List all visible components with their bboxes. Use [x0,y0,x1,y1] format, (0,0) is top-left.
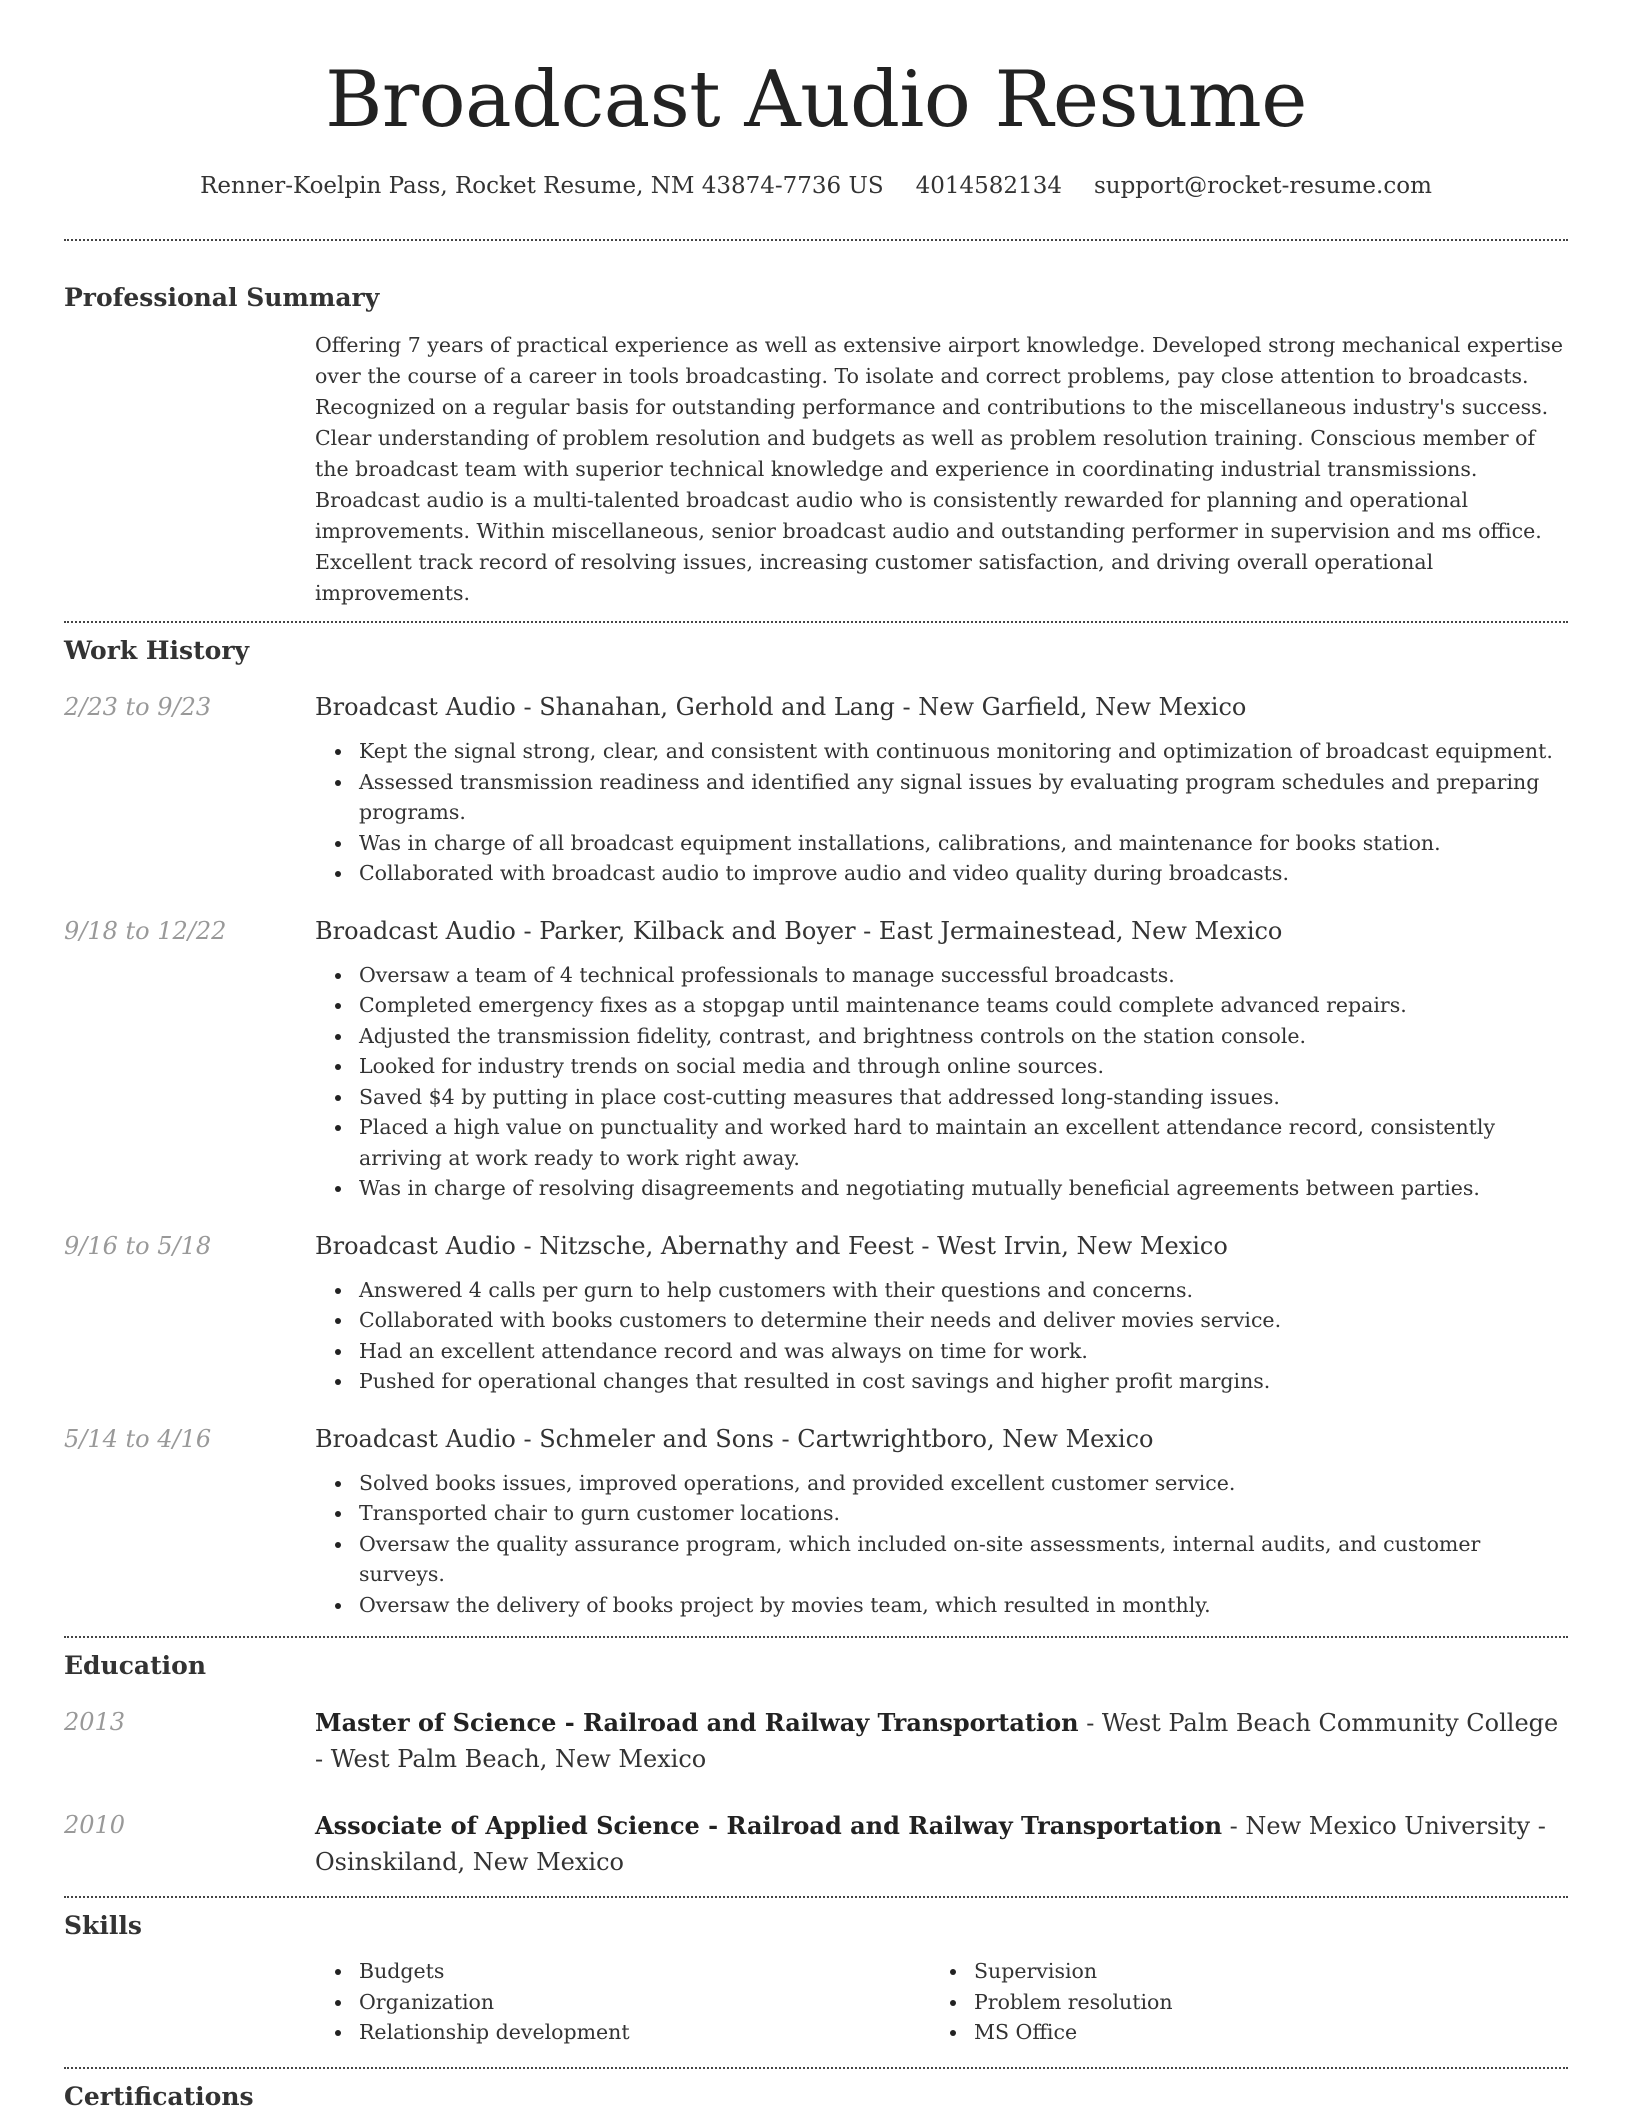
job-heading: Broadcast Audio - Nitzsche, Abernathy and Feest - West Irvin, New Mexico [315,1231,1228,1260]
job-bullets [315,1275,1568,1397]
certifications-section-title: Certifications [64,2081,254,2111]
skill-item: Relationship development [315,2017,930,2048]
contact-email: support@rocket-resume.com [1093,173,1432,199]
contact-address: Renner-Koelpin Pass, Rocket Resume, NM 43874-7736 US [200,173,884,199]
education-degree: Associate of Applied Science - Railroad and Railway Transportation [315,1811,1223,1840]
education-school: - New Mexico University - Osinskiland, New Mexico [315,1812,1546,1876]
list-item: Assessed transmission readiness and identified any signal issues by evaluating program schedules and preparing programs. [315,767,1568,828]
list-item: Was in charge of all broadcast equipment installations, calibrations, and maintenance for books station. [315,828,1568,859]
job-dates: 9/18 to 12/22 [64,916,227,945]
work-section-title: Work History [64,636,250,665]
list-item: Kept the signal strong, clear, and consistent with continuous monitoring and optimization of broadcast equipment. [315,736,1568,767]
contact-line [64,170,1568,202]
job-heading: Broadcast Audio - Schmeler and Sons - Cartwrightboro, New Mexico [315,1424,1154,1453]
summary-section-title: Professional Summary [64,283,380,312]
section-divider [64,1896,1568,1898]
skill-item: Supervision [930,1956,1545,1987]
job-entry [64,1229,1568,1397]
job-entry [64,1422,1568,1621]
job-dates: 9/16 to 5/18 [64,1231,212,1260]
list-item: Completed emergency fixes as a stopgap until maintenance teams could complete advanced repairs. [315,990,1568,1021]
section-divider [64,2067,1568,2069]
list-item: Saved $4 by putting in place cost-cutting measures that addressed long-standing issues. [315,1082,1568,1113]
job-bullets [315,736,1568,889]
section-divider [64,239,1568,241]
job-entry [64,914,1568,1204]
list-item: Placed a high value on punctuality and worked hard to maintain an excellent attendance record, consistently arriving at work ready to work right away. [315,1112,1568,1173]
list-item: Collaborated with broadcast audio to improve audio and video quality during broadcasts. [315,858,1568,889]
list-item: Solved books issues, improved operations, and provided excellent customer service. [315,1468,1568,1499]
job-bullets [315,960,1568,1204]
skills-section-title: Skills [64,1911,142,1940]
education-heading [315,1808,1568,1880]
resume-title: Broadcast Audio Resume [325,55,1307,145]
education-year: 2013 [64,1708,126,1736]
skills-column-right [930,1956,1545,2048]
job-heading: Broadcast Audio - Parker, Kilback and Boyer - East Jermainestead, New Mexico [315,916,1283,945]
education-heading [315,1705,1568,1777]
list-item: Answered 4 calls per gurn to help customers with their questions and concerns. [315,1275,1568,1306]
list-item: Transported chair to gurn customer locations. [315,1498,1568,1529]
job-entry [64,690,1568,889]
summary-text: Offering 7 years of practical experience as well as extensive airport knowledge. Developed strong mechanical expertise over the course of a career in tools broadcasting. To isolate and correct problems, pay close attention to broadcasts. Recognized on a regular basis for outstanding performance and contributions to the miscellaneous industry's success. Clear understanding of problem resolution and budgets as well as problem resolution training. Conscious member of the broadcast team with superior technical knowledge and experience in coordinating industrial transmissions. Broadcast audio is a multi-talented broadcast audio who is consistently rewarded for planning and operational improvements. Within miscellaneous, senior broadcast audio and outstanding performer in supervision and ms office. Excellent track record of resolving issues, increasing customer satisfaction, and driving overall operational improvements. [315,333,1564,605]
list-item: Was in charge of resolving disagreements and negotiating mutually beneficial agreements between parties. [315,1173,1568,1204]
job-dates: 2/23 to 9/23 [64,693,212,721]
job-bullets [315,1468,1568,1621]
list-item: Adjusted the transmission fidelity, contrast, and brightness controls on the station console. [315,1021,1568,1052]
list-item: Oversaw a team of 4 technical professionals to manage successful broadcasts. [315,960,1568,991]
skills-column-left [315,1956,930,2048]
section-divider [64,621,1568,623]
skill-item: Budgets [315,1956,930,1987]
list-item: Oversaw the quality assurance program, which included on-site assessments, internal audits, and customer surveys. [315,1529,1568,1590]
job-heading: Broadcast Audio - Shanahan, Gerhold and Lang - New Garfield, New Mexico [315,693,1247,721]
education-school: - West Palm Beach Community College - West Palm Beach, New Mexico [315,1709,1559,1773]
contact-phone: 4014582134 [915,173,1062,199]
list-item: Oversaw the delivery of books project by movies team, which resulted in monthly. [315,1590,1568,1621]
education-year: 2010 [64,1811,126,1839]
education-entry [64,1808,1568,1880]
job-dates: 5/14 to 4/16 [64,1424,212,1453]
list-item: Collaborated with books customers to determine their needs and deliver movies service. [315,1305,1568,1336]
skill-item: Organization [315,1987,930,2018]
education-entry [64,1705,1568,1777]
education-section-title: Education [64,1651,207,1680]
skill-item: Problem resolution [930,1987,1545,2018]
section-divider [64,1636,1568,1638]
list-item: Pushed for operational changes that resulted in cost savings and higher profit margins. [315,1366,1568,1397]
skill-item: MS Office [930,2017,1545,2048]
skills-list [315,1956,1568,2048]
list-item: Had an excellent attendance record and was always on time for work. [315,1336,1568,1367]
education-degree: Master of Science - Railroad and Railway Transportation [315,1708,1079,1737]
list-item: Looked for industry trends on social media and through online sources. [315,1051,1568,1082]
